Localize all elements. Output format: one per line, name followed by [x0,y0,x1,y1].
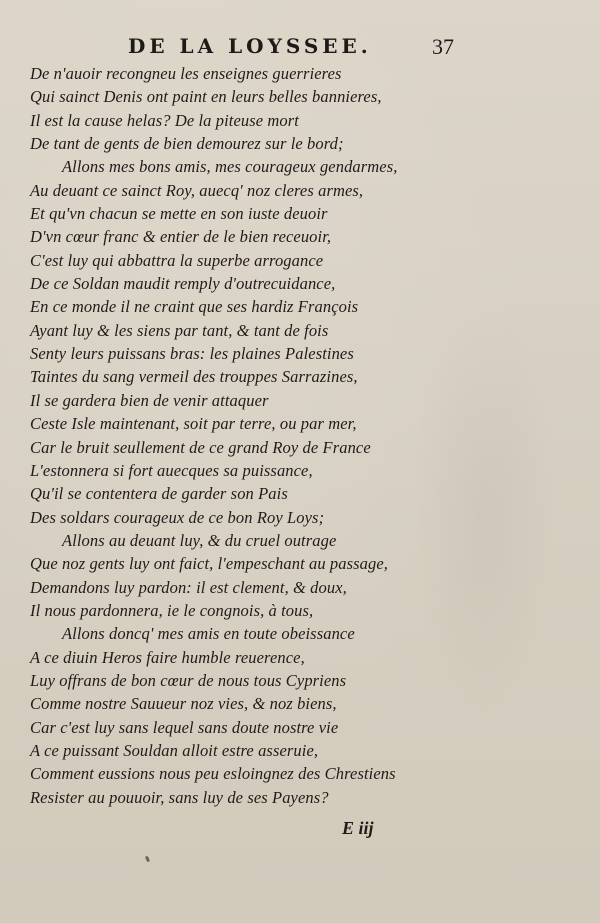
verse-line: Allons au deuant luy, & du cruel outrage [62,530,337,550]
running-head: DE LA LOYSSEE. [128,34,372,58]
signature-mark: E iij [342,818,374,838]
ink-speck [145,856,150,863]
verse-line: Des soldars courageux de ce bon Roy Loys; [30,507,325,527]
verse-line: Qui sainct Denis ont paint en leurs belles bannieres, [30,87,382,107]
verse-line: Que noz gents luy ont faict, l'empeschant au passage, [30,554,389,574]
verse-line: Car le bruit seullement de ce grand Roy de France [30,437,371,457]
verse-line: Il est la cause helas? De la piteuse mort [30,110,299,130]
verse-line: Taintes du sang vermeil des trouppes Sarrazines, [30,367,358,387]
verse-line: En ce monde il ne craint que ses hardiz François [30,297,359,317]
verse-line: De n'auoir recongneu les enseignes guerrieres [30,64,342,83]
verse-line: Senty leurs puissans bras: les plaines Palestines [30,344,354,364]
verse-text-block [0,62,600,809]
verse-line: Luy offrans de bon cœur de nous tous Cypriens [30,670,347,690]
verse-line: C'est luy qui abbattra la superbe arrogance [30,250,324,270]
verse-line: Comment eussions nous peu esloingnez des Chrestiens [30,764,396,784]
verse-line: D'vn cœur franc & entier de le bien receuoir, [30,227,332,247]
verse-line: Demandons luy pardon: il est clement, & doux, [30,577,347,597]
verse-line: Et qu'vn chacun se mette en son iuste deuoir [30,204,328,224]
verse-line: Qu'il se contentera de garder son Pais [30,484,288,504]
verse-line: Allons mes bons amis, mes courageux gendarmes, [62,157,398,177]
verse-line: Ceste Isle maintenant, soit par terre, ou par mer, [30,414,357,434]
verse-line: Il se gardera bien de venir attaquer [30,390,269,410]
verse-line: Car c'est luy sans lequel sans doute nostre vie [30,717,339,737]
verse-line: De tant de gents de bien demourez sur le bord; [30,134,344,154]
verse-line: Au deuant ce sainct Roy, auecq' noz cleres armes, [30,180,364,200]
verse-line: L'estonnera si fort auecques sa puissance, [30,460,313,480]
verse-line: A ce diuin Heros faire humble reuerence, [30,647,305,667]
verse-line: De ce Soldan maudit remply d'outrecuidance, [30,274,336,294]
verse-line: A ce puissant Souldan alloit estre asseruie, [30,740,319,760]
verse-line: Allons doncq' mes amis en toute obeissance [62,624,355,644]
verse-line: Il nous pardonnera, ie le congnois, à tous, [30,600,314,620]
verse-line: Ayant luy & les siens par tant, & tant de fois [30,320,329,340]
verse-line: Resister au pouuoir, sans luy de ses Payens? [30,787,329,807]
verse-line: Comme nostre Sauueur noz vies, & noz biens, [30,694,337,714]
page-number: 37 [432,34,454,59]
